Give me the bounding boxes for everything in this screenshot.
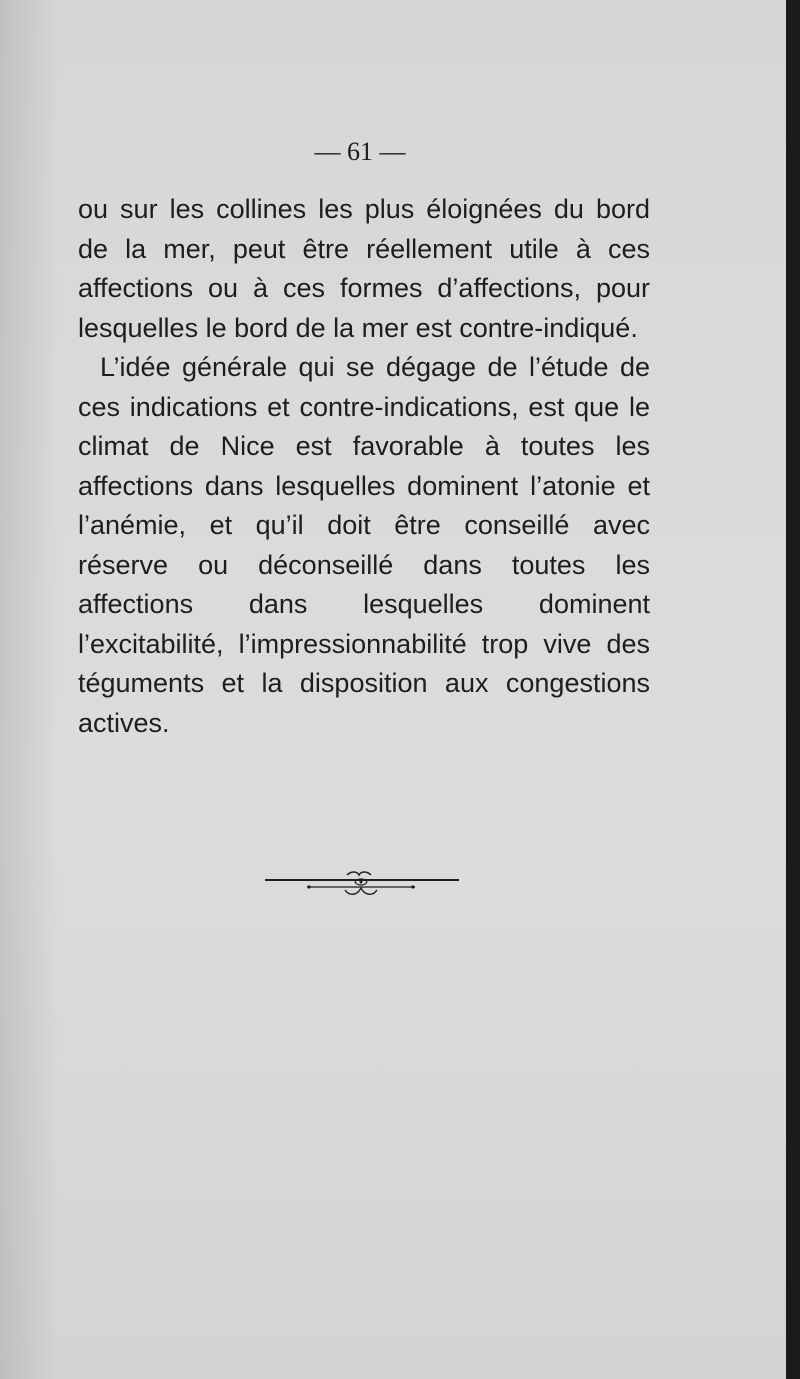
paragraph-1: ou sur les collines les plus éloignées du bord de la mer, peut être réellement utile à ces affections ou à ces formes d’affections, pour lesquelles le bord de la mer est contre-indiqué. (78, 194, 650, 343)
paragraph-2: L’idée générale qui se dégage de l’étude de ces indications et contre-indications, est que le climat de Nice est favorable à toutes les affections dans lesquelles dominent l’atonie et l’anémie, et qu’il doit être conseillé avec réserve ou déconseillé dans toutes les affections dans lesquelles dominent l’excitabilité, l’impressionnabilité trop vive des téguments et la disposition aux congestions actives. (78, 352, 650, 738)
page-edge-shadow (0, 0, 60, 1379)
body-text (78, 190, 650, 743)
end-ornament-icon (265, 870, 459, 900)
page-number: — 61 — (314, 137, 406, 166)
